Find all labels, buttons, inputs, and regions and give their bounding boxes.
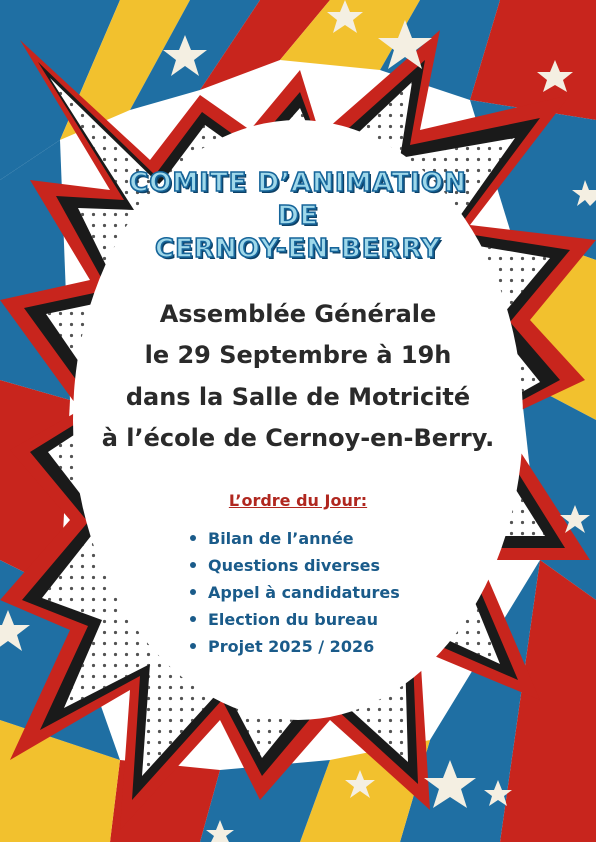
agenda-item xyxy=(190,582,400,609)
bullet-icon xyxy=(190,616,196,622)
agenda-item xyxy=(190,555,400,582)
title-line-2: DE xyxy=(277,201,319,231)
agenda-item-label: Election du bureau xyxy=(208,610,379,629)
agenda-item xyxy=(190,636,400,663)
agenda-item-label: Bilan de l’année xyxy=(208,529,354,548)
agenda-list xyxy=(190,528,400,663)
agenda-item-label: Projet 2025 / 2026 xyxy=(208,637,375,656)
bullet-icon xyxy=(190,643,196,649)
title-line-1: COMITE D’ANIMATION xyxy=(129,168,467,198)
agenda-item xyxy=(190,528,400,555)
bullet-icon xyxy=(190,535,196,541)
event-line-2: le 29 Septembre à 19h xyxy=(144,341,452,369)
event-line-1: Assemblée Générale xyxy=(159,300,437,328)
agenda-item-label: Appel à candidatures xyxy=(208,583,400,602)
bullet-icon xyxy=(190,562,196,568)
title-line-3: CERNOY-EN-BERRY xyxy=(155,234,441,264)
agenda-item xyxy=(190,609,400,636)
bullet-icon xyxy=(190,589,196,595)
event-line-4: à l’école de Cernoy-en-Berry. xyxy=(101,424,495,452)
event-line-3: dans la Salle de Motricité xyxy=(125,383,471,411)
agenda-title: L’ordre du Jour: xyxy=(228,491,368,510)
agenda-item-label: Questions diverses xyxy=(208,556,380,575)
